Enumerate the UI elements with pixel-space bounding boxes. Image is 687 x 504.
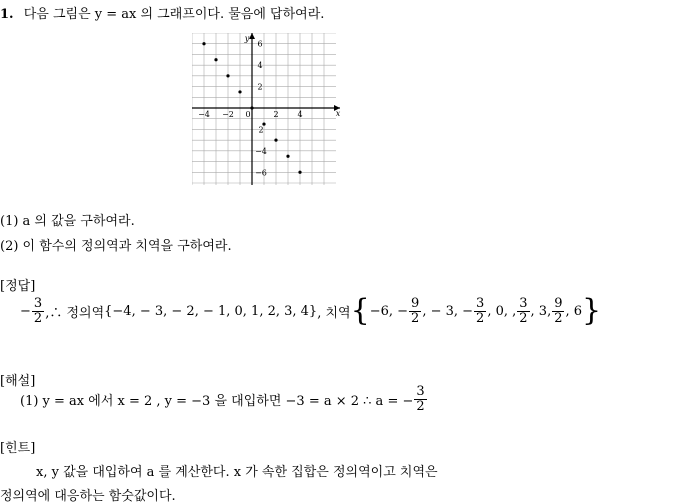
range-fraction: $\frac{9}{2}$ [411,295,420,326]
y-tick-label: 2 [257,82,263,92]
explanation-line [20,385,428,413]
question-number: 1. [0,7,14,22]
y-tick-label: 2 [258,125,264,135]
plot-tick-labels [198,34,341,177]
sub-question-1: (1) a 의 값을 구하여라. [0,214,135,229]
range-text: , 3, [530,303,552,319]
a-value-fraction [32,297,44,325]
y-tick-label: −4 [255,146,267,156]
y-axis-label: y [244,34,250,43]
data-point [250,106,253,109]
hint-line-2: 정의역에 대응하는 함숫값이다. [0,489,176,504]
explanation-frac-num: 3 [416,384,425,399]
a-value-num: 3 [33,295,43,311]
data-point [202,42,205,45]
y-tick-label: 6 [257,39,263,49]
question [0,3,324,22]
a-value-den: 2 [33,310,43,326]
explanation-heading: [해설] [0,374,36,389]
answer-line [20,293,602,328]
data-point [286,155,289,158]
data-point [226,74,229,77]
x-tick-label: 2 [273,110,279,119]
data-point [298,171,301,174]
a-value-sign: − [20,303,31,319]
range-text: , − 3, − [422,303,474,319]
explanation-text: (1) y = ax 에서 x = 2 , y = −3 을 대입하면 −3 = a × 2 ∴ a = − [20,393,414,409]
explanation-frac-den: 2 [416,398,425,414]
range-fraction: $\frac{3}{2}$ [476,295,485,326]
range-fraction: $\frac{3}{2}$ [519,295,528,326]
range-prefix: , 치역 [317,305,351,321]
x-tick-label: 0 [245,110,251,119]
range-close-brace: } [582,293,602,328]
y-axis-arrow [249,33,255,39]
domain-set: {−4, − 3, − 2, − 1, 0, 1, 2, 3, 4} [104,303,318,319]
range-open-brace: { [350,293,370,328]
plot-grid [192,33,336,185]
x-tick-label: −4 [198,110,210,119]
answer-heading: [정답] [0,279,36,294]
range-text: , 6 [565,303,583,319]
x-tick-label: 4 [297,110,303,119]
hint-line-1: x, y 값을 대입하여 a 를 계산한다. x 가 속한 집합은 정의역이고 치역은 [36,465,438,480]
question-text: 다음 그림은 y = ax 의 그래프이다. 물음에 답하여라. [23,7,325,22]
plot-axes [192,33,340,185]
y-tick-label: −6 [255,168,267,178]
x-axis-label: x [335,109,341,118]
scatter-plot [192,33,342,185]
range-text: , 0, , [487,303,517,319]
hint-heading: [힌트] [0,441,36,456]
range-set [370,297,582,325]
range-fraction: $\frac{9}{2}$ [554,295,563,326]
data-point [274,139,277,142]
x-tick-label: −2 [222,110,234,119]
data-point [214,58,217,61]
sub-question-2: (2) 이 함수의 정의역과 치역을 구하여라. [0,239,232,254]
explanation-fraction [414,385,426,413]
y-tick-label: 4 [257,61,263,71]
domain-prefix: ,∴ 정의역 [45,305,105,321]
range-text: −6, − [369,303,409,319]
data-point [238,90,241,93]
